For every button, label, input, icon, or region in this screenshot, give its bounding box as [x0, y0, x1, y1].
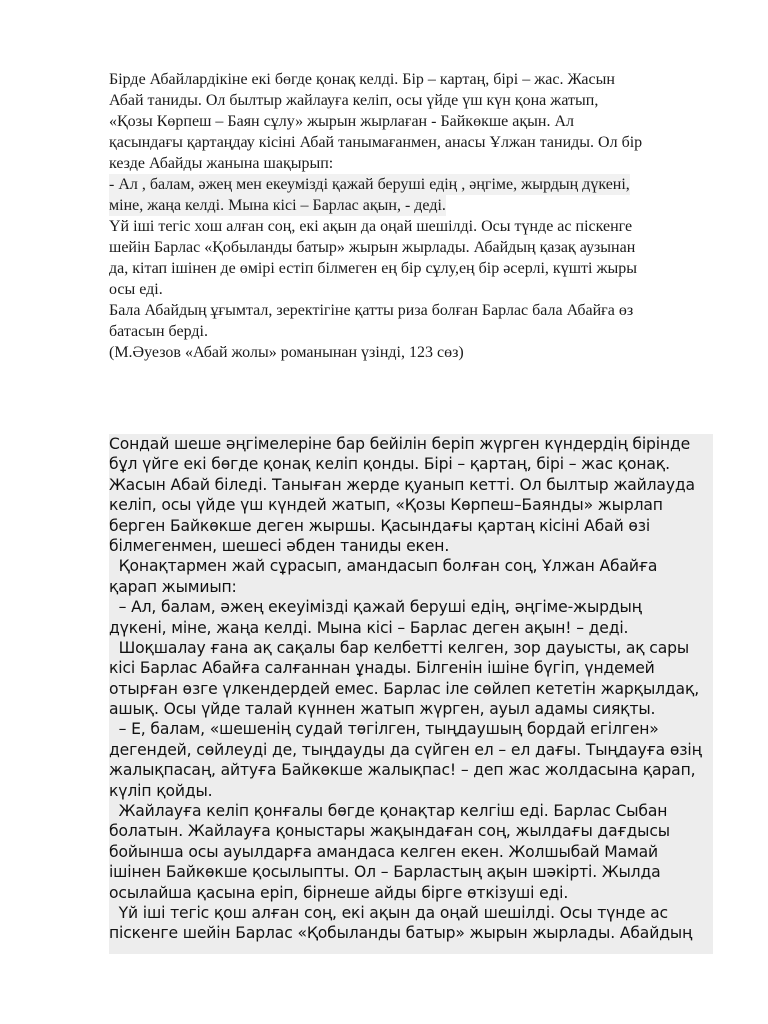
excerpt-line — [109, 300, 719, 321]
excerpt-line-text: қасындағы қартаңдау кісіні Абай танымағанмен, анасы Ұлжан таниды. Ол бір — [109, 134, 643, 151]
passage-line: Сондай шеше әңгімелеріне бар бейілін беріп жүрген күндердің бірінде — [109, 435, 691, 453]
excerpt-line-text: Бірде Абайлардікіне екі бөгде қонақ келді. Бір – картаң, бірі – жас. Жасын — [109, 71, 615, 88]
passage-line: Жасын Абай біледі. Таныған жерде қуанып кетті. Ол былтыр жайлауда — [109, 475, 695, 494]
excerpt-source-citation: (М.Әуезов «Абай жолы» романынан үзінді, 123 сөз) — [109, 344, 464, 361]
passage-line: – Е, балам, «шешенің судай төгілген, тыңдаушың бордай егілген» — [109, 720, 659, 739]
excerpt-line — [109, 153, 719, 174]
passage-line: келіп, осы үйде үш күндей жатып, «Қозы Көрпеш–Баянды» жырлап — [109, 496, 663, 515]
passage-line: ашық. Осы үйде талай күннен жатып жүрген, ауыл адамы сияқты. — [109, 700, 656, 719]
passage-line: Қонақтармен жай сұрасып, амандасып болған соң, Ұлжан Абайға — [109, 557, 658, 576]
passage-line: Үй іші тегіс қош алған соң, екі ақын да оңай шешілді. Осы түнде ас — [109, 903, 668, 922]
excerpt-line — [109, 69, 719, 90]
passage-line: Жайлауға келіп қонғалы бөгде қонақтар келгіш еді. Барлас Сыбан — [109, 802, 668, 821]
passage-line: күліп қойды. — [109, 781, 213, 800]
passage-line: қарап жымиып: — [109, 577, 237, 596]
excerpt-line — [109, 279, 719, 300]
passage-line: ішінен Байкөкше қосылыпты. Ол – Барластың ақын шәкірті. Жылда — [109, 863, 661, 882]
excerpt-line-highlighted — [109, 195, 719, 216]
excerpt-paragraph — [109, 69, 719, 363]
excerpt-line-text: Абай таниды. Ол былтыр жайлауға келіп, осы үйде үш күн қона жатып, — [109, 92, 599, 109]
excerpt-line-text: осы еді. — [109, 281, 163, 298]
excerpt-line — [109, 216, 719, 237]
excerpt-line-text: «Қозы Көрпеш – Баян сұлу» жырын жырлаған - Байкөкше ақын. Ал — [109, 113, 574, 130]
excerpt-line-highlighted — [109, 174, 719, 195]
excerpt-line-text: да, кітап ішінен де өмірі естіп білмеген ең бір сұлу,ең бір әсерлі, күшті жыры — [109, 260, 637, 277]
excerpt-line-text: Бала Абайдың ұғымтал, зеректігіне қатты риза болған Барлас бала Абайға өз — [109, 302, 634, 319]
excerpt-line-text: кезде Абайды жанына шақырып: — [109, 155, 334, 172]
passage-line: бойынша осы ауылдарға амандаса келген екен. Жолшыбай Мамай — [109, 842, 659, 861]
excerpt-line — [109, 111, 719, 132]
passage-line: дүкені, міне, жаңа келді. Мына кісі – Барлас деген ақын! – деді. — [109, 618, 629, 637]
excerpt-line — [109, 321, 719, 342]
passage-line: жалықпасаң, айтуға Байкөкше жалықпас! – деп жас жолдасына қарап, — [109, 761, 696, 780]
passage-line: болатын. Жайлауға қоныстары жақындаған соң, жылдағы дағдысы — [109, 822, 670, 841]
passage-line: білмегенмен, шешесі әбден таниды екен. — [109, 536, 450, 555]
passage-line: дегендей, сөйлеуді де, тыңдауды да сүйген ел – ел дағы. Тыңдауға өзің — [109, 740, 702, 759]
passage-line: осылайша қасына еріп, бірнеше айды бірге өткізуші еді. — [109, 883, 569, 902]
passage-line: піскенге шейін Барлас «Қобыланды батыр» жырын жырлады. Абайдың — [109, 924, 693, 943]
excerpt-line-text: батасын берді. — [109, 323, 208, 340]
excerpt-line — [109, 258, 719, 279]
excerpt-line-text: міне, жаңа келді. Мына кісі – Барлас ақын, - деді. — [109, 197, 446, 214]
excerpt-source-line — [109, 342, 719, 363]
excerpt-line-text: - Ал , балам, әжең мен екеумізді қажай беруші едің , әңгіме, жырдың дүкені, — [109, 176, 630, 193]
excerpt-line — [109, 90, 719, 111]
novel-passage-block — [109, 434, 713, 954]
excerpt-line — [109, 132, 719, 153]
passage-line: кісі Барлас Абайға салғаннан ұнады. Білгенін ішіне бүгіп, үндемей — [109, 659, 655, 678]
passage-line: Шоқшалау ғана ақ сақалы бар келбетті келген, зор дауысты, ақ сары — [109, 638, 690, 657]
excerpt-line — [109, 237, 719, 258]
passage-line: отырған өзге үлкендердей емес. Барлас іле сөйлеп кететін жарқылдақ, — [109, 679, 700, 698]
excerpt-line-text: Үй іші тегіс хош алған соң, екі ақын да оңай шешілді. Осы түнде ас піскенге — [109, 218, 633, 235]
passage-line: бұл үйге екі бөгде қонақ келіп қонды. Бірі – қартаң, бірі – жас қонақ. — [109, 455, 670, 474]
passage-line: берген Байкөкше деген жыршы. Қасындағы қартаң кісіні Абай өзі — [109, 516, 651, 535]
passage-line: – Ал, балам, әжең екеуімізді қажай беруші едің, әңгіме-жырдың — [109, 598, 642, 617]
excerpt-line-text: шейін Барлас «Қобыланды батыр» жырын жырлады. Абайдың қазақ аузынан — [109, 239, 636, 256]
